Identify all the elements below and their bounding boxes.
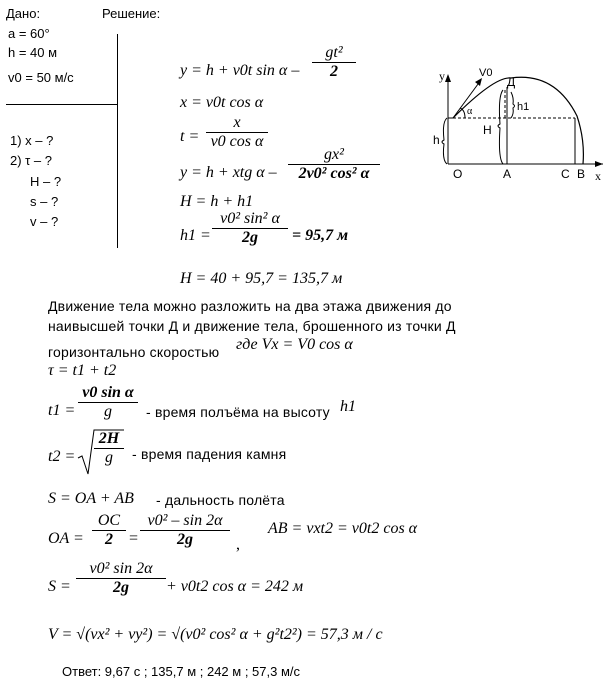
formula-y1-num: gt² [312, 44, 356, 63]
formula-tau: τ = t1 + t2 [48, 362, 117, 379]
diagram-x-label: x [595, 169, 601, 183]
formula-y1-den: 2 [330, 63, 338, 80]
diagram-alpha-label: α [467, 106, 473, 117]
given-divider [6, 104, 118, 105]
formula-S2: S = [48, 578, 71, 595]
diagram-point-O: O [453, 167, 463, 181]
question-2: 2) τ – ? [10, 153, 52, 168]
formula-OA-eq: = [128, 530, 139, 547]
given-speed-value: = 50 м/с [25, 70, 74, 85]
formula-h1-num: v0² sin² α [212, 210, 288, 229]
question-1: 1) x – ? [10, 133, 54, 148]
formula-t-num: x [206, 114, 268, 133]
formula-t2-fraction [94, 430, 124, 467]
formula-AB: AB = vxt2 = v0t2 cos α [268, 520, 418, 537]
y-axis-arrow [445, 74, 451, 82]
formula-h1-fraction [212, 210, 288, 247]
given-vertical-line [117, 34, 118, 248]
question-5: v – ? [30, 214, 59, 229]
formula-V: V = √(vx² + vy²) = √(v0² cos² α + g²t2²) = 57,3 м / с [48, 626, 383, 643]
formula-S2-rest: + v0t2 cos α = 242 м [166, 578, 304, 595]
formula-h1-den: 2g [242, 229, 258, 246]
formula-t: t = [180, 128, 200, 145]
diagram-point-B: B [577, 167, 586, 181]
formula-OA-fraction-1 [92, 512, 126, 549]
trajectory-curve [453, 77, 583, 164]
formula-t1-den: g [104, 403, 112, 420]
paragraph-line-2: наивысшей точки Д и движение тела, брошенного из точки Д [48, 318, 456, 334]
formula-comma: , [236, 536, 240, 553]
formula-S2-num: v0² sin 2α [76, 560, 166, 579]
formula-y2-fraction [288, 146, 380, 183]
diagram-point-D: Д [507, 75, 516, 89]
formula-y1: y = h + v0t sin α – [180, 62, 300, 79]
diagram-h-label: h [433, 133, 440, 147]
diagram-y-label: y [439, 69, 445, 83]
diagram-h1-label: h1 [517, 101, 530, 113]
formula-OA-num2: v0² – sin 2α [140, 512, 230, 531]
formula-x: x = v0t cos α [180, 94, 264, 111]
diagram-point-A: A [503, 167, 512, 181]
answer-line: Ответ: 9,67 с ; 135,7 м ; 242 м ; 57,3 м/с [62, 664, 301, 679]
formula-S1: S = OA + AB [48, 490, 134, 507]
S1-description: - дальность полёта [156, 492, 285, 508]
paragraph-line-1: Движение тела можно разложить на два этажа движения до [48, 298, 452, 314]
formula-t2: t2 = [48, 448, 76, 465]
formula-t-den: v0 cos α [210, 133, 264, 150]
formula-H-value: H = 40 + 95,7 = 135,7 м [180, 270, 343, 287]
x-axis-arrow [595, 161, 603, 167]
formula-y2: y = h + xtg α – [180, 164, 277, 181]
formula-OA-den1: 2 [105, 531, 113, 548]
trajectory-diagram [425, 62, 607, 190]
formula-t1-fraction [78, 384, 138, 421]
formula-t-fraction [206, 114, 268, 151]
diagram-v0-label: V0 [479, 67, 493, 79]
given-angle: a = 60° [8, 26, 50, 41]
formula-OA: OA = [48, 530, 84, 547]
formula-y2-num: gx² [288, 146, 380, 165]
t1-description-h1: h1 [340, 398, 356, 415]
formula-t2-num: 2H [94, 430, 124, 449]
formula-t2-den: g [105, 449, 113, 466]
formula-t1: t1 = [48, 402, 76, 419]
given-heading: Дано: [6, 6, 41, 21]
t1-description: - время полъёма на высоту [146, 404, 330, 420]
formula-H: H = h + h1 [180, 193, 254, 210]
solution-heading: Решение: [102, 6, 161, 21]
formula-y1-fraction [312, 44, 356, 81]
formula-S2-fraction [76, 560, 166, 597]
question-4: s – ? [30, 194, 59, 209]
formula-h1-value: = 95,7 м [292, 227, 349, 244]
formula-t1-num: v0 sin α [78, 384, 138, 403]
formula-OA-den2: 2g [177, 531, 193, 548]
given-speed-symbol: v0 [8, 70, 22, 85]
paragraph-line-3: горизонтально скоростью [48, 344, 220, 360]
diagram-point-C: C [561, 167, 570, 181]
formula-OA-fraction-2 [140, 512, 230, 549]
formula-h1: h1 = [180, 227, 211, 244]
formula-S2-den: 2g [113, 579, 129, 596]
vx-formula: где Vx = V0 cos α [236, 336, 353, 353]
t2-description: - время падения камня [132, 446, 287, 462]
formula-y2-den: 2v0² cos² α [298, 165, 370, 182]
formula-OA-num1: OC [92, 512, 126, 531]
question-3: H – ? [30, 174, 62, 189]
given-height: h = 40 м [8, 45, 58, 60]
diagram-H-label: H [483, 123, 492, 137]
given-speed [8, 70, 74, 85]
